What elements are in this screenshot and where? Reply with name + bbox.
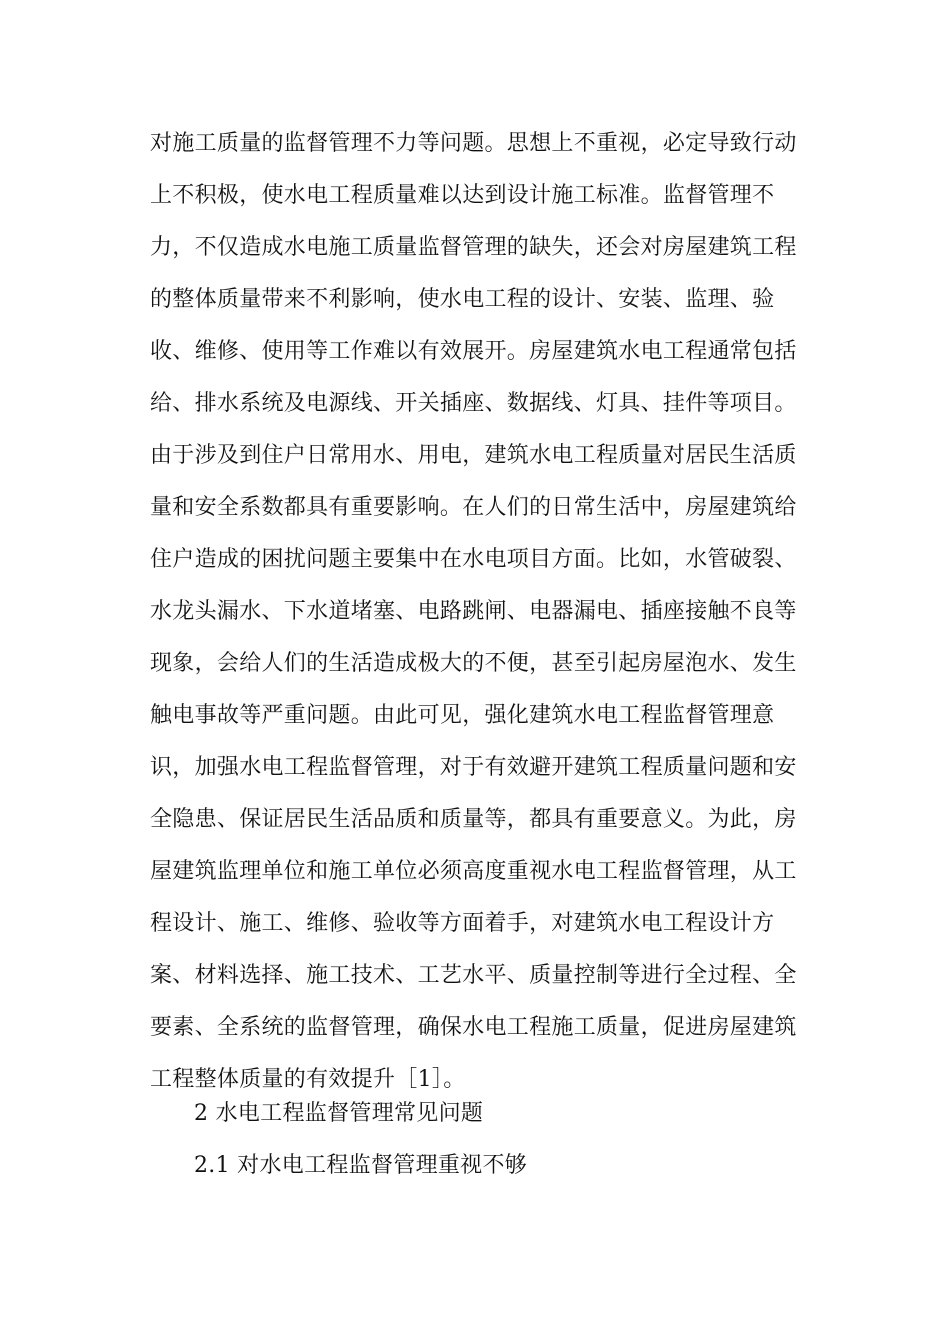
paragraph-line: 程设计、施工、维修、验收等方面着手，对建筑水电工程设计方 (150, 911, 775, 936)
paragraph-line: 收、维修、使用等工作难以有效展开。房屋建筑水电工程通常包括 (150, 339, 797, 364)
paragraph-line: 全隐患、保证居民生活品质和质量等，都具有重要意义。为此，房 (150, 807, 797, 832)
paragraph-line: 触电事故等严重问题。由此可见，强化建筑水电工程监督管理意 (150, 703, 775, 728)
paragraph-line: 量和安全系数都具有重要影响。在人们的日常生活中，房屋建筑给 (150, 495, 797, 520)
paragraph-line: 住户造成的困扰问题主要集中在水电项目方面。比如，水管破裂、 (150, 547, 797, 572)
paragraph-line: 由于涉及到住户日常用水、用电，建筑水电工程质量对居民生活质 (150, 443, 797, 468)
paragraph-line: 上不积极，使水电工程质量难以达到设计施工标准。监督管理不 (150, 183, 775, 208)
paragraph-line: 水龙头漏水、下水道堵塞、电路跳闸、电器漏电、插座接触不良等 (150, 599, 797, 624)
paragraph-line: 识，加强水电工程监督管理，对于有效避开建筑工程质量问题和安 (150, 755, 797, 780)
body-paragraph (150, 118, 810, 1106)
paragraph-line: 现象，会给人们的生活造成极大的不便，甚至引起房屋泡水、发生 (150, 651, 797, 676)
paragraph-line: 力，不仅造成水电施工质量监督管理的缺失，还会对房屋建筑工程 (150, 235, 797, 260)
paragraph-line: 工程整体质量的有效提升［1］。 (150, 1067, 466, 1092)
subsection-heading: 2.1 对水电工程监督管理重视不够 (194, 1153, 528, 1178)
paragraph-line: 的整体质量带来不利影响，使水电工程的设计、安装、监理、验 (150, 287, 775, 312)
paragraph-line: 要素、全系统的监督管理，确保水电工程施工质量，促进房屋建筑 (150, 1015, 797, 1040)
paragraph-line: 给、排水系统及电源线、开关插座、数据线、灯具、挂件等项目。 (150, 391, 797, 416)
paragraph-line: 屋建筑监理单位和施工单位必须高度重视水电工程监督管理，从工 (150, 859, 797, 884)
paragraph-line: 对施工质量的监督管理不力等问题。思想上不重视，必定导致行动 (150, 131, 797, 156)
section-heading: 2 水电工程监督管理常见问题 (194, 1101, 484, 1126)
paragraph-line: 案、材料选择、施工技术、工艺水平、质量控制等进行全过程、全 (150, 963, 797, 988)
